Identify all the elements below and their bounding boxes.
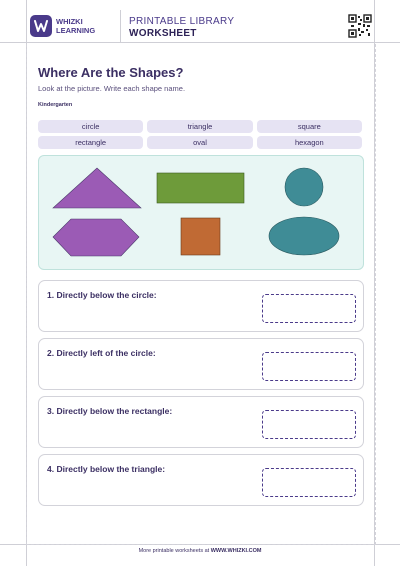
whizki-logo <box>30 15 52 37</box>
answer-box-3[interactable] <box>262 410 356 439</box>
circle-shape <box>285 168 323 206</box>
brand-name <box>56 17 95 35</box>
qr-code-icon <box>348 14 372 38</box>
word-chip-oval: oval <box>147 136 252 149</box>
word-chip-circle: circle <box>38 120 143 133</box>
question-4-label: 4. Directly below the triangle: <box>47 464 166 474</box>
word-chip-square: square <box>257 120 362 133</box>
shapes-svg <box>39 156 363 269</box>
footer-text: More printable worksheets at <box>138 548 211 554</box>
header-divider <box>120 10 121 42</box>
worksheet-title: Where Are the Shapes? <box>38 65 184 80</box>
triangle-shape <box>53 168 141 208</box>
footer <box>0 548 400 554</box>
answer-box-1[interactable] <box>262 294 356 323</box>
answer-box-4[interactable] <box>262 468 356 497</box>
question-1-label: 1. Directly below the circle: <box>47 290 157 300</box>
question-4 <box>38 454 364 506</box>
question-3 <box>38 396 364 448</box>
worksheet-header <box>26 10 374 42</box>
question-2-label: 2. Directly left of the circle: <box>47 348 156 358</box>
w-logo-icon <box>34 20 48 32</box>
brand-line-2: LEARNING <box>56 26 96 35</box>
shapes-picture <box>38 155 364 270</box>
question-2 <box>38 338 364 390</box>
grade-level: Kindergarten <box>38 102 73 108</box>
worksheet-instruction: Look at the picture. Write each shape name. <box>38 84 186 93</box>
brand-line-1: WHIZKI <box>56 17 83 26</box>
frame-top-line <box>0 42 400 43</box>
hexagon-shape <box>53 219 139 256</box>
worksheet-label: WORKSHEET <box>129 28 197 39</box>
word-chip-rectangle: rectangle <box>38 136 143 149</box>
oval-shape <box>269 217 339 255</box>
question-3-label: 3. Directly below the rectangle: <box>47 406 173 416</box>
answer-box-2[interactable] <box>262 352 356 381</box>
word-bank <box>38 120 362 149</box>
footer-link[interactable]: WWW.WHIZKI.COM <box>210 548 262 554</box>
word-chip-triangle: triangle <box>147 120 252 133</box>
library-label: PRINTABLE LIBRARY <box>129 16 235 27</box>
word-chip-hexagon: hexagon <box>257 136 362 149</box>
rectangle-shape <box>157 173 244 203</box>
square-shape <box>181 218 220 255</box>
question-1 <box>38 280 364 332</box>
